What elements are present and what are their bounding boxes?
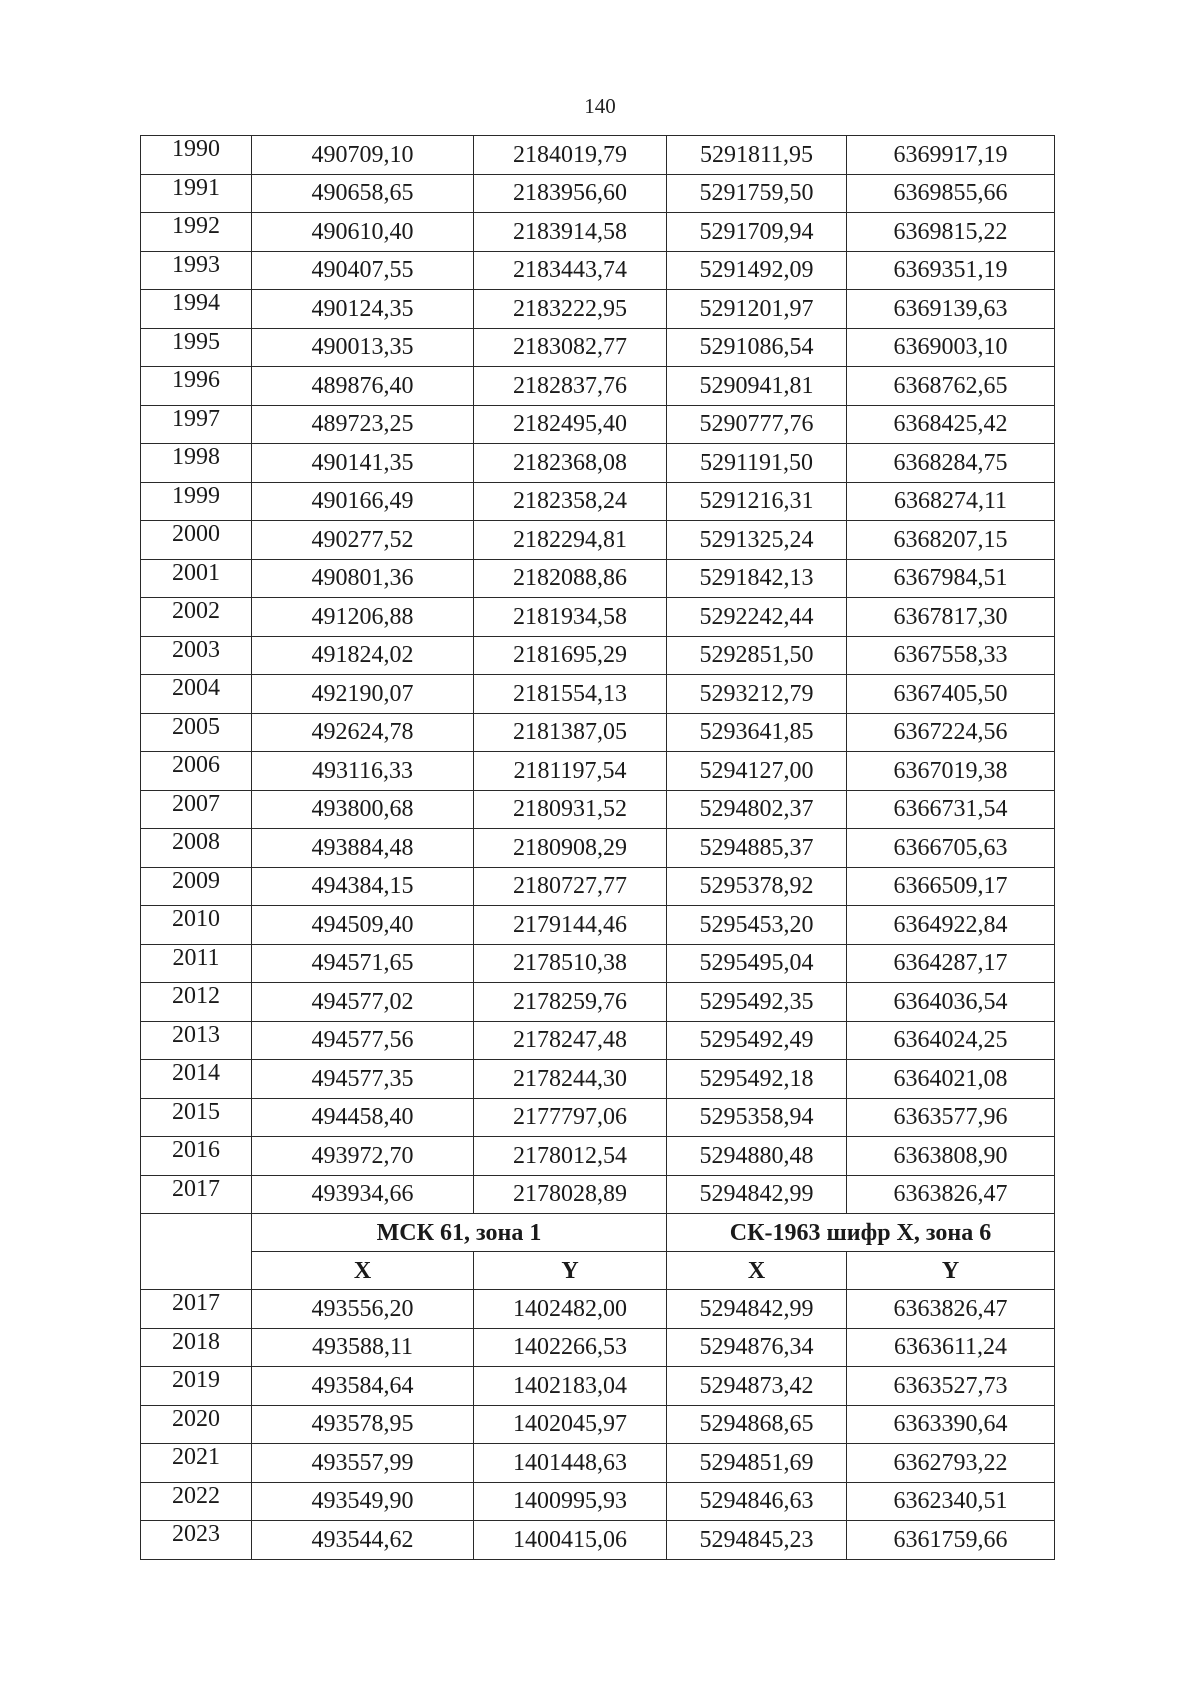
coord-y-cell-2: 6367405,50 [847, 675, 1055, 714]
table-row [141, 1444, 1055, 1483]
coord-x-cell-2: 5294846,63 [667, 1482, 847, 1521]
coord-x-cell-2: 5291842,13 [667, 559, 847, 598]
point-number-cell: 1995 [141, 328, 252, 367]
coord-x-cell-1: 493557,99 [252, 1444, 474, 1483]
coord-x-cell-1: 490610,40 [252, 213, 474, 252]
table-row [141, 1098, 1055, 1137]
coord-x-cell-1: 493972,70 [252, 1137, 474, 1176]
coord-y-cell-1: 2182358,24 [474, 482, 667, 521]
coord-x-cell-2: 5295495,04 [667, 944, 847, 983]
coord-y-cell-1: 2181387,05 [474, 713, 667, 752]
header-system-msk61: МСК 61, зона 1 [252, 1214, 667, 1252]
coord-x-cell-2: 5294868,65 [667, 1405, 847, 1444]
coord-y-cell-1: 1402183,04 [474, 1367, 667, 1406]
table-row [141, 213, 1055, 252]
table-row [141, 251, 1055, 290]
coordinates-table-subheader [141, 1214, 1055, 1290]
table-row [141, 906, 1055, 945]
coord-x-cell-1: 490407,55 [252, 251, 474, 290]
coord-y-cell-1: 2182294,81 [474, 521, 667, 560]
coord-y-cell-2: 6363390,64 [847, 1405, 1055, 1444]
coord-x-cell-1: 493588,11 [252, 1328, 474, 1367]
coord-x-cell-2: 5291759,50 [667, 174, 847, 213]
coord-y-cell-2: 6367019,38 [847, 752, 1055, 791]
coord-y-cell-2: 6364021,08 [847, 1060, 1055, 1099]
coord-x-cell-2: 5295378,92 [667, 867, 847, 906]
point-number-cell: 1990 [141, 136, 252, 175]
coord-y-cell-2: 6369003,10 [847, 328, 1055, 367]
coord-x-cell-2: 5291216,31 [667, 482, 847, 521]
point-number-cell: 2000 [141, 521, 252, 560]
point-number-cell: 2017 [141, 1175, 252, 1214]
coord-x-cell-1: 490801,36 [252, 559, 474, 598]
coord-x-cell-1: 493934,66 [252, 1175, 474, 1214]
coord-x-cell-1: 493549,90 [252, 1482, 474, 1521]
coord-x-cell-1: 490166,49 [252, 482, 474, 521]
point-number-cell: 2020 [141, 1405, 252, 1444]
header-row-systems [141, 1214, 1055, 1252]
coord-y-cell-1: 2183914,58 [474, 213, 667, 252]
coord-y-cell-2: 6363527,73 [847, 1367, 1055, 1406]
coord-y-cell-2: 6366509,17 [847, 867, 1055, 906]
point-number-cell: 2017 [141, 1290, 252, 1329]
table-row [141, 367, 1055, 406]
coord-x-cell-2: 5294842,99 [667, 1290, 847, 1329]
table-row [141, 1405, 1055, 1444]
point-number-cell: 2016 [141, 1137, 252, 1176]
point-number-cell: 2007 [141, 790, 252, 829]
coord-x-cell-2: 5291325,24 [667, 521, 847, 560]
coord-y-cell-2: 6363826,47 [847, 1290, 1055, 1329]
point-number-cell: 2015 [141, 1098, 252, 1137]
coord-y-cell-1: 1402266,53 [474, 1328, 667, 1367]
coord-x-cell-1: 492190,07 [252, 675, 474, 714]
point-number-cell: 2001 [141, 559, 252, 598]
coord-y-cell-1: 2183082,77 [474, 328, 667, 367]
coord-y-cell-2: 6366705,63 [847, 829, 1055, 868]
coord-y-cell-1: 2181695,29 [474, 636, 667, 675]
coord-y-cell-1: 2181934,58 [474, 598, 667, 637]
coord-y-cell-2: 6366731,54 [847, 790, 1055, 829]
point-number-cell: 2013 [141, 1021, 252, 1060]
coord-x-cell-1: 489876,40 [252, 367, 474, 406]
coord-y-cell-2: 6363577,96 [847, 1098, 1055, 1137]
page-number: 140 [584, 94, 616, 118]
coord-y-cell-1: 1402045,97 [474, 1405, 667, 1444]
coord-y-cell-1: 2179144,46 [474, 906, 667, 945]
coord-x-cell-2: 5295492,49 [667, 1021, 847, 1060]
table-row [141, 1021, 1055, 1060]
point-number-cell: 2006 [141, 752, 252, 791]
coord-y-cell-1: 2178012,54 [474, 1137, 667, 1176]
point-number-cell: 1998 [141, 444, 252, 483]
coord-y-cell-1: 2177797,06 [474, 1098, 667, 1137]
header-row-axes [141, 1252, 1055, 1290]
point-number-cell: 2014 [141, 1060, 252, 1099]
coord-x-cell-2: 5291191,50 [667, 444, 847, 483]
table-row [141, 136, 1055, 175]
coordinates-table-body-bottom [141, 1290, 1055, 1560]
coord-x-cell-2: 5294880,48 [667, 1137, 847, 1176]
coord-y-cell-2: 6361759,66 [847, 1521, 1055, 1560]
table-row [141, 290, 1055, 329]
coord-x-cell-2: 5294802,37 [667, 790, 847, 829]
coord-y-cell-1: 2182088,86 [474, 559, 667, 598]
point-number-cell: 1991 [141, 174, 252, 213]
coord-x-cell-2: 5292242,44 [667, 598, 847, 637]
coord-y-cell-1: 1400995,93 [474, 1482, 667, 1521]
point-number-cell: 2019 [141, 1367, 252, 1406]
coord-y-cell-2: 6368284,75 [847, 444, 1055, 483]
table-row [141, 1367, 1055, 1406]
coord-x-cell-2: 5290777,76 [667, 405, 847, 444]
table-row [141, 598, 1055, 637]
table-row [141, 675, 1055, 714]
coord-y-cell-2: 6369917,19 [847, 136, 1055, 175]
coord-y-cell-2: 6369351,19 [847, 251, 1055, 290]
point-number-cell: 1993 [141, 251, 252, 290]
coord-y-cell-1: 2178244,30 [474, 1060, 667, 1099]
point-number-cell: 2010 [141, 906, 252, 945]
table-row [141, 713, 1055, 752]
header-empty-cell [141, 1214, 252, 1290]
coord-x-cell-1: 490141,35 [252, 444, 474, 483]
coord-x-cell-2: 5291492,09 [667, 251, 847, 290]
coord-x-cell-1: 493800,68 [252, 790, 474, 829]
table-row [141, 983, 1055, 1022]
coord-x-cell-1: 493556,20 [252, 1290, 474, 1329]
coord-x-cell-1: 493116,33 [252, 752, 474, 791]
coord-x-cell-2: 5291201,97 [667, 290, 847, 329]
coord-y-cell-1: 2181197,54 [474, 752, 667, 791]
coord-y-cell-1: 2184019,79 [474, 136, 667, 175]
coord-x-cell-1: 493584,64 [252, 1367, 474, 1406]
coord-x-cell-2: 5293641,85 [667, 713, 847, 752]
coord-y-cell-1: 1400415,06 [474, 1521, 667, 1560]
coord-y-cell-2: 6362340,51 [847, 1482, 1055, 1521]
coord-x-cell-2: 5295492,35 [667, 983, 847, 1022]
point-number-cell: 2002 [141, 598, 252, 637]
coord-y-cell-1: 2178028,89 [474, 1175, 667, 1214]
coord-y-cell-1: 2182837,76 [474, 367, 667, 406]
coord-x-cell-1: 494577,56 [252, 1021, 474, 1060]
coord-x-cell-1: 494384,15 [252, 867, 474, 906]
coord-x-cell-2: 5294845,23 [667, 1521, 847, 1560]
point-number-cell: 2004 [141, 675, 252, 714]
table-row [141, 1482, 1055, 1521]
table-row [141, 482, 1055, 521]
coord-y-cell-2: 6367224,56 [847, 713, 1055, 752]
coord-y-cell-1: 2180727,77 [474, 867, 667, 906]
coord-x-cell-2: 5294885,37 [667, 829, 847, 868]
table-row [141, 174, 1055, 213]
coord-x-cell-2: 5294851,69 [667, 1444, 847, 1483]
coord-x-cell-2: 5295453,20 [667, 906, 847, 945]
coord-x-cell-2: 5294127,00 [667, 752, 847, 791]
point-number-cell: 2011 [141, 944, 252, 983]
table-row [141, 1290, 1055, 1329]
coord-x-cell-2: 5294876,34 [667, 1328, 847, 1367]
coord-y-cell-2: 6363808,90 [847, 1137, 1055, 1176]
coord-x-cell-1: 490709,10 [252, 136, 474, 175]
table-row [141, 1060, 1055, 1099]
coord-x-cell-1: 494577,02 [252, 983, 474, 1022]
coord-y-cell-1: 1402482,00 [474, 1290, 667, 1329]
point-number-cell: 2012 [141, 983, 252, 1022]
header-system-sk1963: СК-1963 шифр Х, зона 6 [667, 1214, 1055, 1252]
table-row [141, 1137, 1055, 1176]
point-number-cell: 2008 [141, 829, 252, 868]
table-row [141, 1175, 1055, 1214]
table-row [141, 636, 1055, 675]
point-number-cell: 2021 [141, 1444, 252, 1483]
coord-x-cell-2: 5291709,94 [667, 213, 847, 252]
coord-y-cell-2: 6369139,63 [847, 290, 1055, 329]
coord-y-cell-1: 2178510,38 [474, 944, 667, 983]
coord-y-cell-2: 6369815,22 [847, 213, 1055, 252]
point-number-cell: 1992 [141, 213, 252, 252]
table-row [141, 790, 1055, 829]
coord-y-cell-2: 6368425,42 [847, 405, 1055, 444]
coord-y-cell-1: 1401448,63 [474, 1444, 667, 1483]
coord-x-cell-1: 494571,65 [252, 944, 474, 983]
coord-x-cell-1: 490277,52 [252, 521, 474, 560]
coord-x-cell-2: 5292851,50 [667, 636, 847, 675]
coord-y-cell-2: 6367558,33 [847, 636, 1055, 675]
point-number-cell: 1996 [141, 367, 252, 406]
table-row [141, 867, 1055, 906]
coord-y-cell-2: 6363611,24 [847, 1328, 1055, 1367]
coord-y-cell-1: 2183956,60 [474, 174, 667, 213]
coord-x-cell-1: 492624,78 [252, 713, 474, 752]
coord-y-cell-2: 6364024,25 [847, 1021, 1055, 1060]
header-axis-y-msk61: Y [474, 1252, 667, 1290]
coord-x-cell-2: 5295358,94 [667, 1098, 847, 1137]
table-row [141, 752, 1055, 791]
point-number-cell: 2018 [141, 1328, 252, 1367]
header-axis-x-sk1963: X [667, 1252, 847, 1290]
coord-y-cell-2: 6362793,22 [847, 1444, 1055, 1483]
coord-y-cell-2: 6367817,30 [847, 598, 1055, 637]
coord-x-cell-1: 490013,35 [252, 328, 474, 367]
coord-y-cell-2: 6363826,47 [847, 1175, 1055, 1214]
header-axis-x-msk61: X [252, 1252, 474, 1290]
coord-x-cell-2: 5294842,99 [667, 1175, 847, 1214]
coord-x-cell-1: 490124,35 [252, 290, 474, 329]
coord-y-cell-2: 6364922,84 [847, 906, 1055, 945]
point-number-cell: 2005 [141, 713, 252, 752]
point-number-cell: 2009 [141, 867, 252, 906]
coord-x-cell-1: 493884,48 [252, 829, 474, 868]
coord-y-cell-1: 2178247,48 [474, 1021, 667, 1060]
point-number-cell: 1997 [141, 405, 252, 444]
coord-x-cell-2: 5295492,18 [667, 1060, 847, 1099]
table-row [141, 444, 1055, 483]
coord-x-cell-1: 494577,35 [252, 1060, 474, 1099]
coord-y-cell-2: 6369855,66 [847, 174, 1055, 213]
coord-y-cell-1: 2183222,95 [474, 290, 667, 329]
coord-y-cell-2: 6364287,17 [847, 944, 1055, 983]
coord-x-cell-2: 5294873,42 [667, 1367, 847, 1406]
coord-y-cell-2: 6367984,51 [847, 559, 1055, 598]
point-number-cell: 1999 [141, 482, 252, 521]
table-row [141, 829, 1055, 868]
coord-x-cell-1: 490658,65 [252, 174, 474, 213]
table-row [141, 1521, 1055, 1560]
coord-y-cell-1: 2181554,13 [474, 675, 667, 714]
table-row [141, 1328, 1055, 1367]
coord-y-cell-2: 6368762,65 [847, 367, 1055, 406]
point-number-cell: 2003 [141, 636, 252, 675]
coord-y-cell-1: 2180931,52 [474, 790, 667, 829]
coord-y-cell-1: 2180908,29 [474, 829, 667, 868]
coord-y-cell-2: 6368207,15 [847, 521, 1055, 560]
coord-x-cell-2: 5290941,81 [667, 367, 847, 406]
table-row [141, 559, 1055, 598]
coord-x-cell-1: 491824,02 [252, 636, 474, 675]
coord-x-cell-2: 5291086,54 [667, 328, 847, 367]
coord-x-cell-1: 491206,88 [252, 598, 474, 637]
coord-x-cell-1: 489723,25 [252, 405, 474, 444]
coord-x-cell-1: 493544,62 [252, 1521, 474, 1560]
coord-x-cell-2: 5293212,79 [667, 675, 847, 714]
coordinates-table-body-top [141, 136, 1055, 1214]
table-row [141, 405, 1055, 444]
coordinates-table [140, 135, 1055, 1560]
table-row [141, 328, 1055, 367]
point-number-cell: 1994 [141, 290, 252, 329]
coord-y-cell-2: 6368274,11 [847, 482, 1055, 521]
coord-x-cell-1: 494509,40 [252, 906, 474, 945]
table-row [141, 521, 1055, 560]
coord-x-cell-2: 5291811,95 [667, 136, 847, 175]
coord-y-cell-1: 2182495,40 [474, 405, 667, 444]
coord-x-cell-1: 494458,40 [252, 1098, 474, 1137]
table-row [141, 944, 1055, 983]
coord-y-cell-1: 2178259,76 [474, 983, 667, 1022]
coord-y-cell-1: 2183443,74 [474, 251, 667, 290]
coord-x-cell-1: 493578,95 [252, 1405, 474, 1444]
coord-y-cell-2: 6364036,54 [847, 983, 1055, 1022]
point-number-cell: 2022 [141, 1482, 252, 1521]
header-axis-y-sk1963: Y [847, 1252, 1055, 1290]
point-number-cell: 2023 [141, 1521, 252, 1560]
coord-y-cell-1: 2182368,08 [474, 444, 667, 483]
